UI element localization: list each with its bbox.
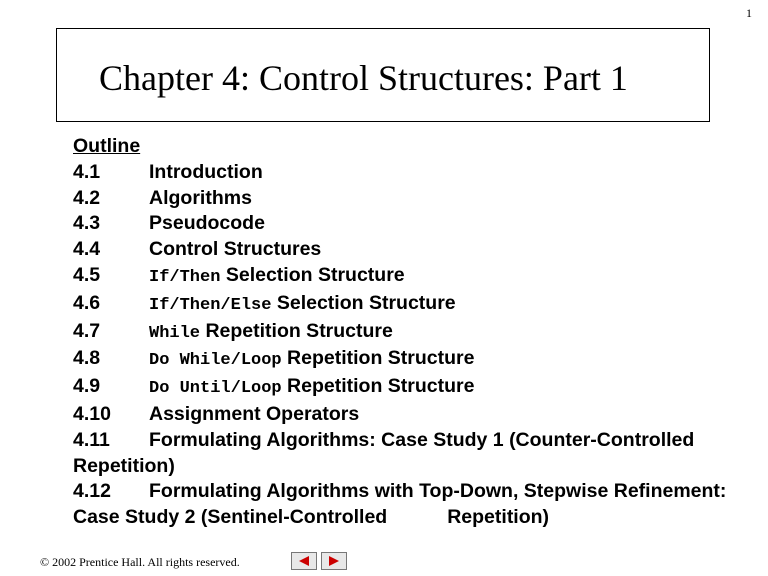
- outline-item-text-tail: Repetition): [447, 506, 550, 529]
- outline-item-number: 4.4: [73, 238, 101, 261]
- outline-item-number: 4.11: [73, 428, 110, 451]
- outline-item-text: Selection Structure: [276, 291, 456, 314]
- outline: [73, 134, 743, 531]
- outline-item: [73, 402, 743, 428]
- outline-item-code: Do Until/Loop: [149, 379, 282, 399]
- outline-item-text: Algorithms: [149, 186, 252, 209]
- outline-item-text: Repetition Structure: [287, 347, 475, 370]
- previous-slide-button[interactable]: [291, 552, 317, 570]
- outline-item-code: Do While/Loop: [149, 351, 282, 371]
- copyright-footer: © 2002 Prentice Hall. All rights reserved.: [40, 555, 240, 569]
- outline-item: [73, 319, 743, 347]
- outline-item: [73, 237, 743, 263]
- outline-item: [73, 211, 743, 237]
- outline-item-number: 4.2: [73, 186, 101, 209]
- outline-item-text: Assignment Operators: [149, 402, 360, 425]
- outline-heading: Outline: [73, 135, 141, 157]
- outline-item: [73, 160, 743, 186]
- next-slide-button[interactable]: [321, 552, 347, 570]
- outline-item-number: 4.7: [73, 319, 101, 342]
- outline-item-number: 4.9: [73, 375, 101, 398]
- outline-item-text: Repetition Structure: [205, 319, 393, 342]
- outline-item: [73, 346, 743, 374]
- outline-item-number: 4.12: [73, 480, 111, 503]
- outline-item: [73, 263, 743, 291]
- outline-item: [73, 291, 743, 319]
- outline-item-text: Control Structures: [149, 238, 322, 261]
- outline-item: [73, 186, 743, 212]
- outline-item-text: Selection Structure: [225, 263, 405, 286]
- outline-item-code: If/Then: [149, 267, 221, 287]
- outline-item-code: While: [149, 323, 201, 343]
- outline-item: [73, 374, 743, 402]
- outline-item: [73, 479, 743, 531]
- outline-item: [73, 428, 743, 480]
- outline-item-number: 4.10: [73, 402, 111, 425]
- outline-item-number: 4.5: [73, 263, 101, 286]
- outline-item-number: 4.3: [73, 212, 101, 235]
- outline-item-text: Formulating Algorithms with Top-Down, Stepwise Refinement: Case Study 2 (Sentinel-Controlled: [73, 480, 727, 529]
- page-number: 1: [746, 6, 752, 20]
- outline-item-number: 4.6: [73, 291, 101, 314]
- outline-item-text: Repetition Structure: [287, 375, 475, 398]
- outline-item-text: Introduction: [149, 160, 263, 183]
- outline-item-number: 4.8: [73, 347, 101, 370]
- page-title: Chapter 4: Control Structures: Part 1: [99, 58, 628, 98]
- arrow-right-icon: [327, 555, 341, 567]
- title-box: [56, 28, 710, 122]
- slide-navigation: [291, 552, 347, 570]
- arrow-left-icon: [297, 555, 311, 567]
- outline-item-text: Formulating Algorithms: Case Study 1 (Counter-Controlled Repetition): [73, 428, 695, 477]
- outline-item-number: 4.1: [73, 160, 101, 183]
- outline-item-code: If/Then/Else: [149, 295, 272, 315]
- outline-item-text: Pseudocode: [149, 212, 265, 235]
